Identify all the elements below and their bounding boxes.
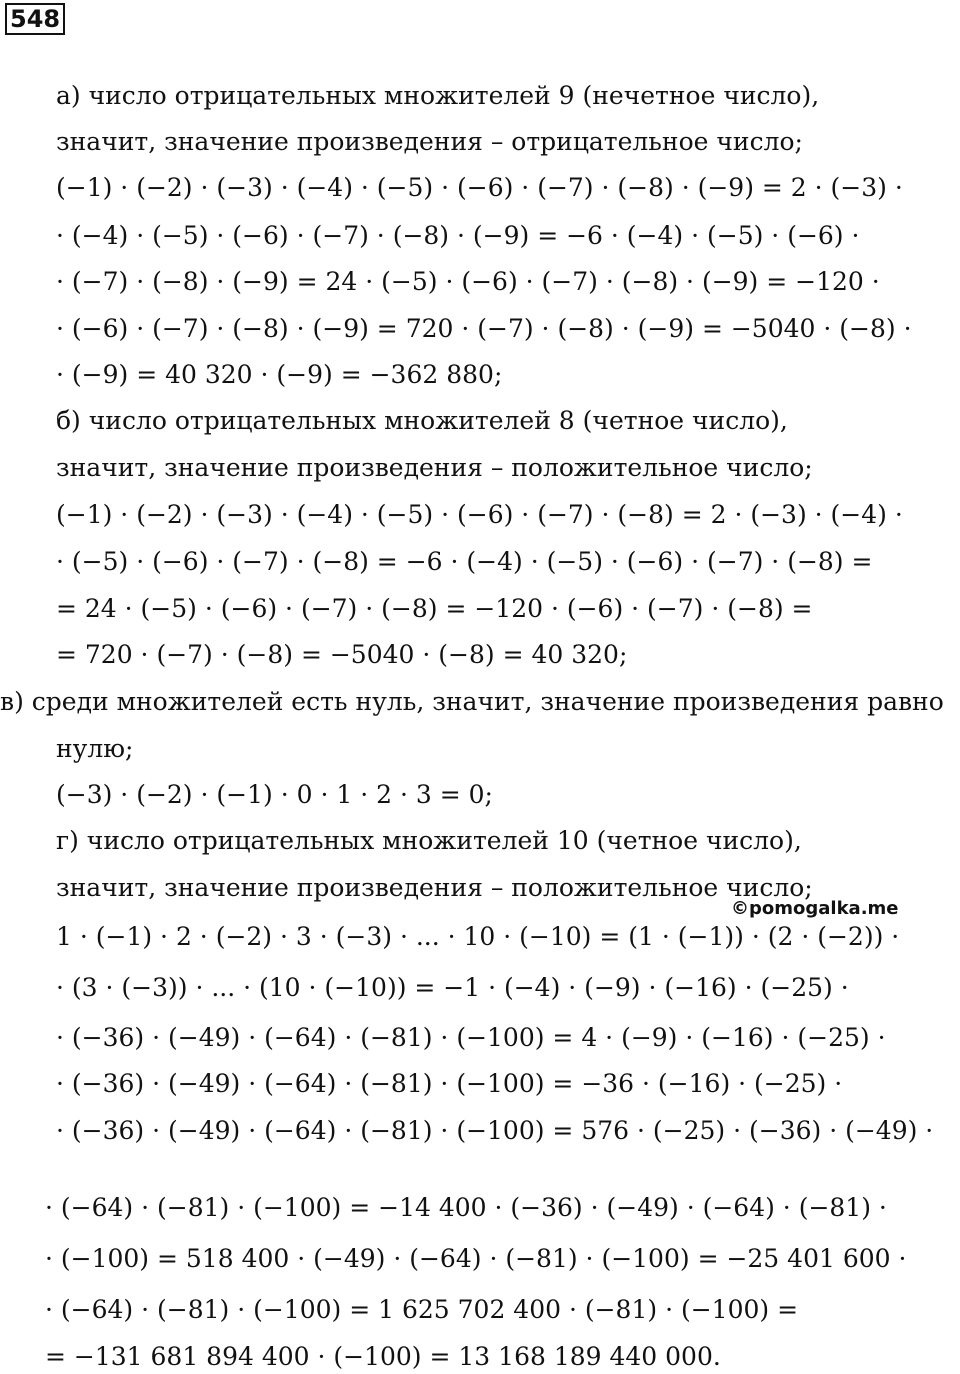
text-line: (−1) · (−2) · (−3) · (−4) · (−5) · (−6) · (−7) · (−8) · (−9) = 2 · (−3) · (56, 173, 903, 202)
text-line: · (−36) · (−49) · (−64) · (−81) · (−100) = −36 · (−16) · (−25) · (56, 1069, 843, 1098)
problem-number: 548 (5, 3, 65, 35)
text-line: · (3 · (−3)) · ... · (10 · (−10)) = −1 · (−4) · (−9) · (−16) · (−25) · (56, 973, 849, 1002)
text-line: = 720 · (−7) · (−8) = −5040 · (−8) = 40 320; (56, 640, 628, 669)
text-line: · (−4) · (−5) · (−6) · (−7) · (−8) · (−9) = −6 · (−4) · (−5) · (−6) · (56, 221, 860, 250)
text-line: а) число отрицательных множителей 9 (нечетное число), (56, 81, 820, 110)
text-line: (−1) · (−2) · (−3) · (−4) · (−5) · (−6) · (−7) · (−8) = 2 · (−3) · (−4) · (56, 500, 903, 529)
text-line: · (−5) · (−6) · (−7) · (−8) = −6 · (−4) · (−5) · (−6) · (−7) · (−8) = (56, 547, 873, 576)
text-line: (−3) · (−2) · (−1) · 0 · 1 · 2 · 3 = 0; (56, 780, 493, 809)
text-line: значит, значение произведения – положительное число; (56, 453, 813, 482)
text-line: значит, значение произведения – отрицательное число; (56, 127, 803, 156)
text-line: · (−7) · (−8) · (−9) = 24 · (−5) · (−6) · (−7) · (−8) · (−9) = −120 · (56, 267, 880, 296)
text-line: · (−36) · (−49) · (−64) · (−81) · (−100) = 576 · (−25) · (−36) · (−49) · (56, 1116, 934, 1145)
text-line: · (−9) = 40 320 · (−9) = −362 880; (56, 360, 503, 389)
text-line: г) число отрицательных множителей 10 (четное число), (56, 826, 802, 855)
text-line: · (−64) · (−81) · (−100) = 1 625 702 400 · (−81) · (−100) = (45, 1295, 799, 1324)
text-line: б) число отрицательных множителей 8 (четное число), (56, 406, 788, 435)
text-line: = −131 681 894 400 · (−100) = 13 168 189 440 000. (45, 1342, 721, 1371)
text-line: · (−36) · (−49) · (−64) · (−81) · (−100) = 4 · (−9) · (−16) · (−25) · (56, 1023, 886, 1052)
text-line: значит, значение произведения – положительное число; (56, 873, 813, 902)
text-line: · (−100) = 518 400 · (−49) · (−64) · (−81) · (−100) = −25 401 600 · (45, 1244, 907, 1273)
text-line: 1 · (−1) · 2 · (−2) · 3 · (−3) · ... · 10 · (−10) = (1 · (−1)) · (2 · (−2)) · (56, 922, 900, 951)
text-line: · (−6) · (−7) · (−8) · (−9) = 720 · (−7) · (−8) · (−9) = −5040 · (−8) · (56, 314, 912, 343)
text-line: нулю; (56, 734, 134, 763)
text-line: в) среди множителей есть нуль, значит, значение произведения равно (0, 687, 944, 716)
watermark: ©pomogalka.me (731, 898, 899, 919)
text-line: = 24 · (−5) · (−6) · (−7) · (−8) = −120 · (−6) · (−7) · (−8) = (56, 594, 813, 623)
text-line: · (−64) · (−81) · (−100) = −14 400 · (−36) · (−49) · (−64) · (−81) · (45, 1193, 887, 1222)
